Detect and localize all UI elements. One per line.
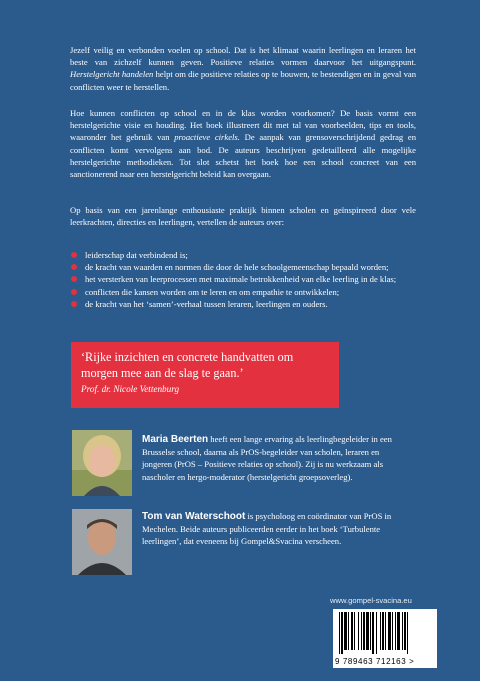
quote-box — [71, 342, 339, 408]
list-item: de kracht van waarden en normen die door de hele schoolgemeenschap bepaald worden; — [70, 261, 420, 273]
author-photo-maria — [72, 430, 132, 496]
list-item: de kracht van het ‘samen’-verhaal tussen leraren, leerlingen en ouders. — [70, 298, 420, 310]
intro-emphasis-1: Herstelgericht handelen — [70, 69, 154, 80]
barcode — [333, 609, 437, 668]
barcode-bar — [395, 612, 396, 650]
bullet-dot-icon — [71, 252, 77, 258]
bullet-dot-icon — [71, 289, 77, 295]
author-bio-tom: Tom van Waterschoot is psycholoog en coördinator van PrOS in Mechelen. Beide auteurs publiceerden eerder in het boek ‘Turbulente leerlingen’, dat eveneens bij Gompel&Svacina verscheen. — [142, 511, 392, 547]
barcode-bar — [351, 612, 353, 650]
publisher-website: www.gompel-svacina.eu — [330, 596, 412, 605]
barcode-bar — [348, 612, 349, 650]
barcode-digits: 9 789463 712163 > — [335, 657, 415, 666]
barcode-bar — [382, 612, 384, 650]
barcode-bar — [358, 612, 359, 650]
bullet-dot-icon — [71, 276, 77, 282]
barcode-bar — [385, 612, 386, 650]
barcode-bar — [372, 612, 374, 654]
barcode-bar — [366, 612, 369, 650]
author-bio-maria: Maria Beerten heeft een lange ervaring als leerlingbegeleider in een Brusselse school, daarna als PrOS-begeleider van scholen, leraren en jongeren (PrOS – Positieve relaties op school). Zij is nu werkzaam als nascholer en hergo-moderator (herstelgericht groepsoverleg). — [142, 434, 392, 482]
author-name: Tom van Waterschoot — [142, 511, 246, 522]
barcode-bar — [363, 612, 365, 650]
intro-paragraph-2: Hoe kunnen conflicten op school en in de klas worden voorkomen? De basis vormt een herstelgerichte visie en houding. Het boek illustreert dit met tal van voorbeelden, tips en tools, waaronder het gebruik van proactieve cirkels. De aanpak van grensoverschrijdend gedrag en conflicten komt vervolgens aan bod. De auteurs beschrijven gedetailleerd alle mogelijke herstelgerichte methodieken. Tot slot schetst het boek hoe een school concreet van een sanctionerend naar een herstelgericht beleid kan overgaan. — [70, 108, 417, 180]
topic-list — [70, 249, 420, 310]
author-portrait-icon — [72, 430, 132, 496]
barcode-bar — [344, 612, 347, 650]
barcode-bar — [404, 612, 406, 650]
barcode-bar — [354, 612, 355, 650]
quote-text: ‘Rijke inzichten en concrete handvatten om morgen mee aan de slag te gaan.’ — [81, 350, 294, 380]
barcode-bars-icon — [337, 612, 433, 654]
barcode-bar — [361, 612, 362, 650]
author-portrait-icon — [72, 509, 132, 575]
barcode-bar — [376, 612, 377, 654]
barcode-bar — [407, 612, 408, 654]
quote-author: Prof. dr. Nicole Vettenburg — [81, 384, 180, 394]
barcode-bar — [339, 612, 340, 654]
intro-emphasis-2: proactieve cirkels. — [174, 132, 240, 143]
barcode-bar — [380, 612, 381, 650]
barcode-bar — [392, 612, 393, 650]
list-item: leiderschap dat verbindend is; — [70, 249, 420, 261]
barcode-bar — [388, 612, 391, 650]
barcode-bar — [402, 612, 403, 650]
bullet-dot-icon — [71, 264, 77, 270]
list-item: het versterken van leerprocessen met maximale betrokkenheid van elke leerling in de klas; — [70, 273, 420, 285]
barcode-bar — [370, 612, 371, 650]
author-photo-tom — [72, 509, 132, 575]
barcode-bar — [341, 612, 343, 654]
author-name: Maria Beerten — [142, 434, 209, 445]
intro-paragraph-1: Jezelf veilig en verbonden voelen op school. Dat is het klimaat waarin leerlingen en leraren het beste van zichzelf kunnen geven. Positieve relaties vormen daarvoor het uitgangspunt. Herstelgericht handelen helpt om die positieve relaties op te bouwen, te bestendigen en in geval van conflicten weer te herstellen. — [70, 45, 416, 92]
barcode-bar — [397, 612, 400, 650]
list-item: conflicten die kansen worden om te leren en om empathie te ontwikkelen; — [70, 286, 420, 298]
bullet-dot-icon — [71, 301, 77, 307]
intro-paragraph-3: Op basis van een jarenlange enthousiaste praktijk binnen scholen en geïnspireerd door vele leerkrachten, directies en leerlingen, vertellen de auteurs over: — [70, 205, 416, 228]
